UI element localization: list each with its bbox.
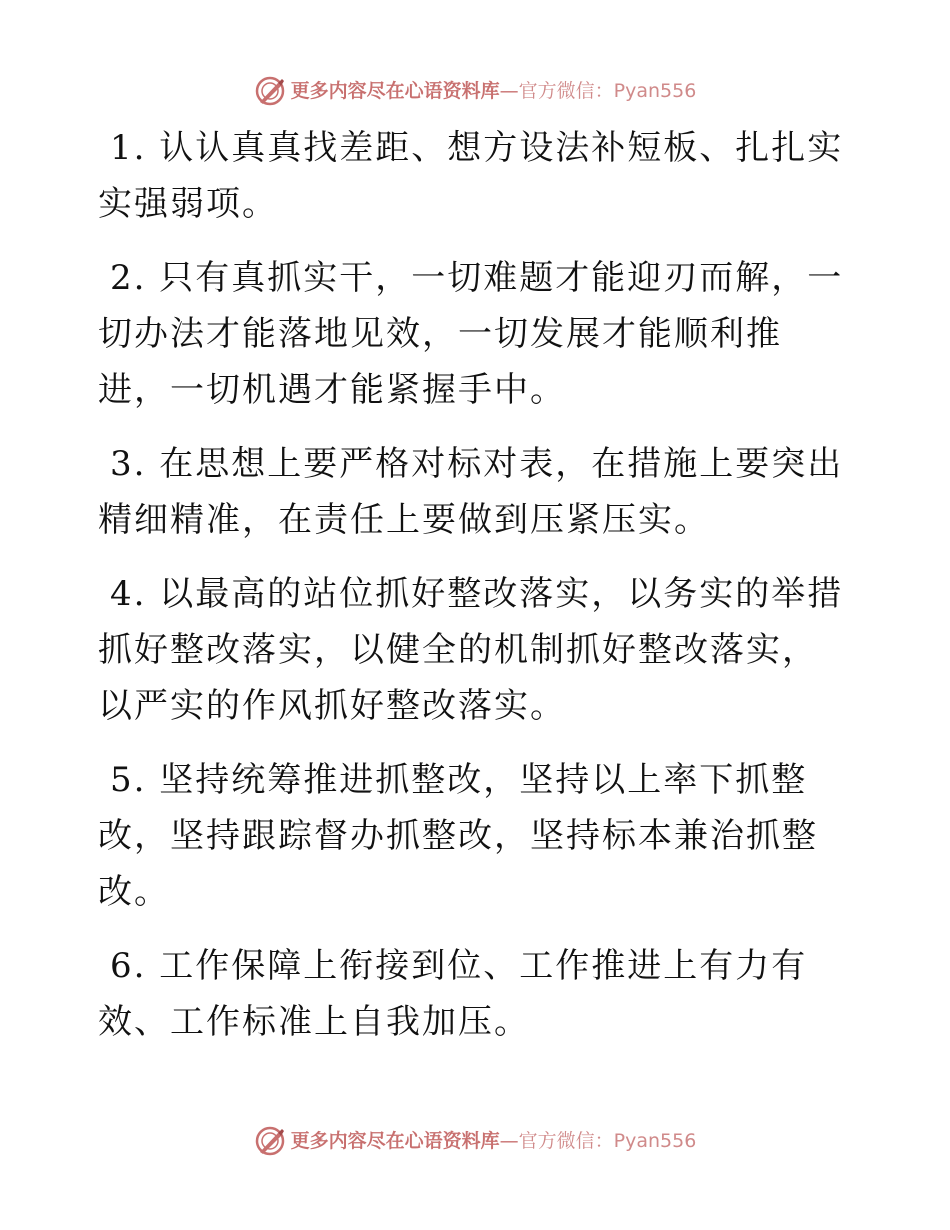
list-item: 4. 以最高的站位抓好整改落实，以务实的举措抓好整改落实，以健全的机制抓好整改落实，以严实的作风抓好整改落实。: [98, 574, 844, 726]
watermark-contact-text: 官方微信：Pyan556: [518, 80, 697, 102]
watermark-main-text: 更多内容尽在心语资料库: [290, 80, 500, 102]
list-item: 1. 认认真真找差距、想方设法补短板、扎扎实实强弱项。: [98, 128, 844, 224]
watermark-main-text: 更多内容尽在心语资料库: [290, 1130, 500, 1152]
list-item: 5. 坚持统筹推进抓整改，坚持以上率下抓整改，坚持跟踪督办抓整改，坚持标本兼治抓整改。: [98, 760, 818, 912]
list-item: 3. 在思想上要严格对标对表，在措施上要突出精细精准，在责任上要做到压紧压实。: [98, 444, 844, 540]
list-item: 6. 工作保障上衔接到位、工作推进上有力有效、工作标准上自我加压。: [98, 946, 808, 1042]
footer-watermark: [0, 1125, 950, 1157]
watermark-dash: —: [499, 1130, 519, 1152]
watermark-contact-text: 官方微信：Pyan556: [518, 1130, 697, 1152]
pen-logo-icon: [254, 75, 286, 107]
document-body: [98, 120, 850, 1068]
pen-logo-icon: [254, 1125, 286, 1157]
header-watermark: [0, 75, 950, 107]
watermark-dash: —: [499, 80, 519, 102]
list-item: 2. 只有真抓实干，一切难题才能迎刃而解，一切办法才能落地见效，一切发展才能顺利推进，一切机遇才能紧握手中。: [98, 258, 844, 410]
